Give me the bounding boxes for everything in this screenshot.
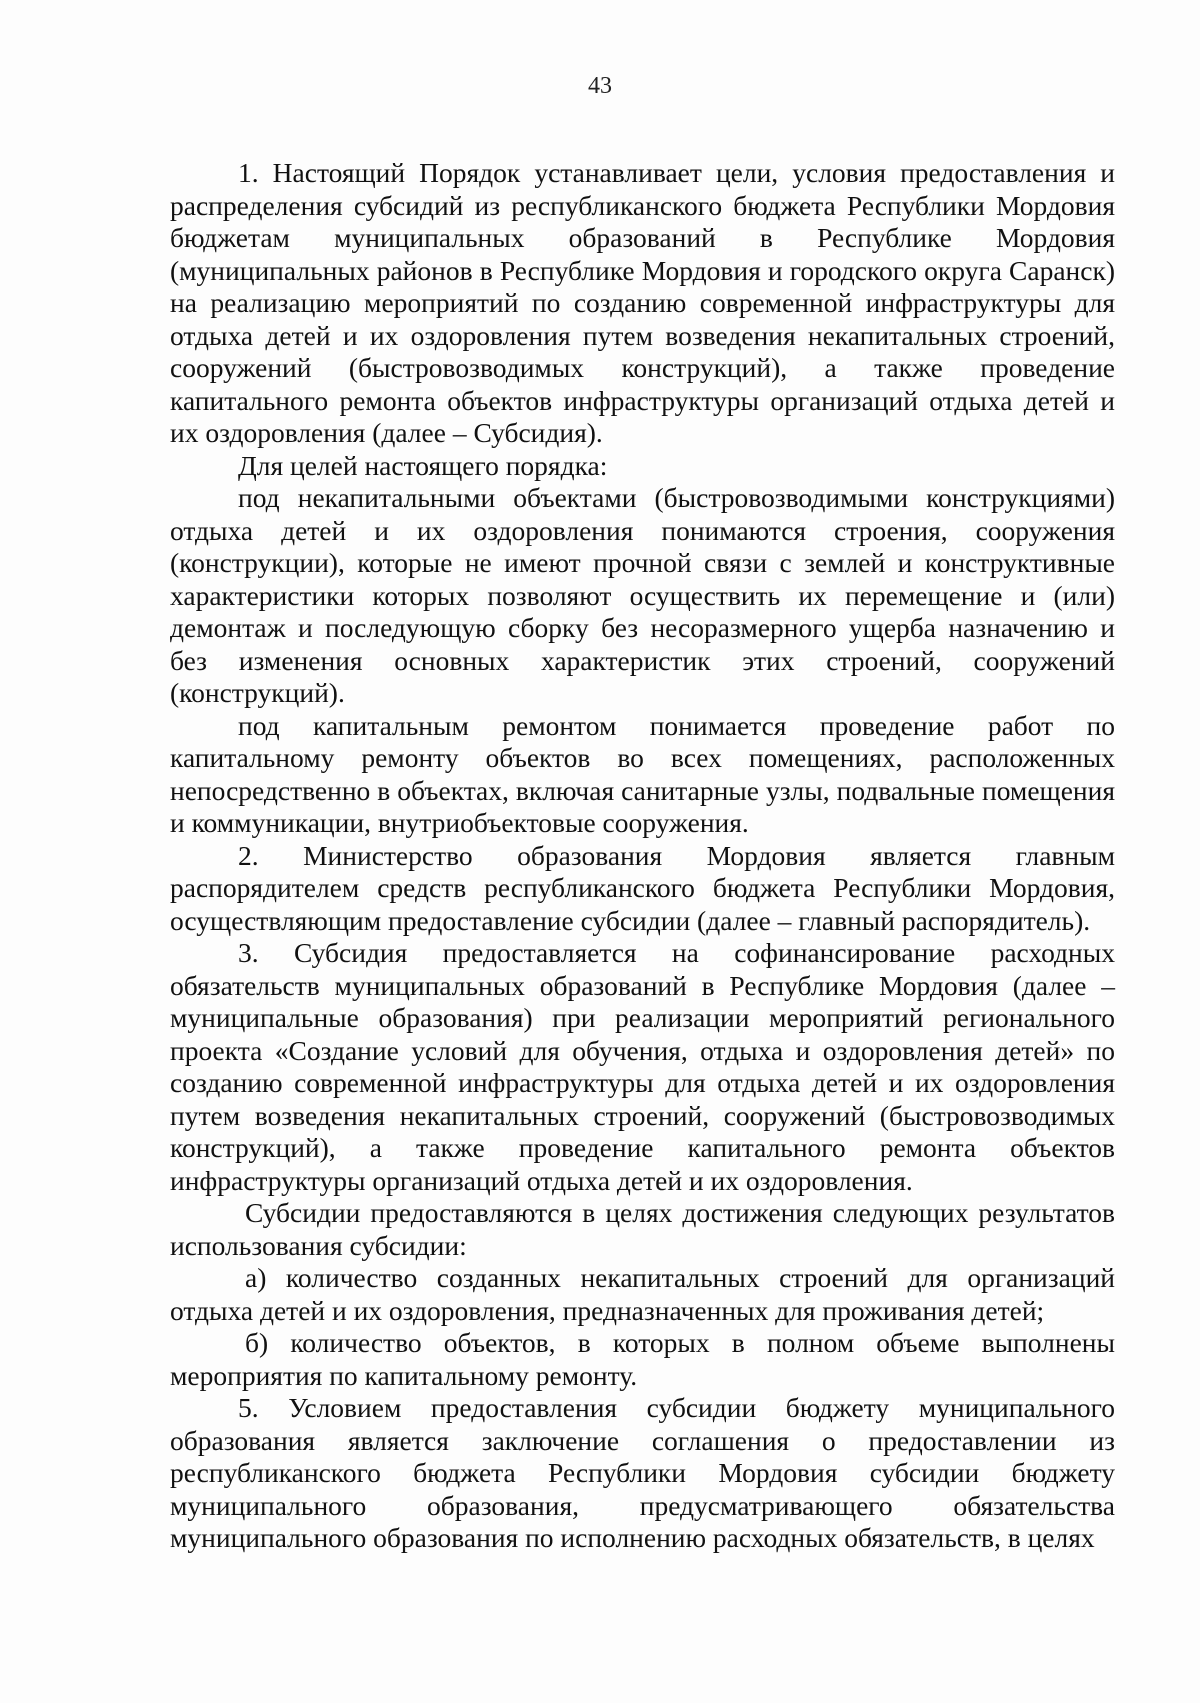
paragraph-result-a: а) количество созданных некапитальных строений для организаций отдыха детей и их оздоровления, предназначенных для проживания детей;	[170, 1262, 1115, 1326]
page-number: 43	[588, 73, 612, 99]
paragraph-3-subsidy: 3. Субсидия предоставляется на софинансирование расходных обязательств муниципальных образований в Республике Мордовия (далее – муниципальные образования) при реализации мероприятий регионального проекта «Создание условий для обучения, отдыха и оздоровления детей» по созданию современной инфраструктуры для отдыха детей и их оздоровления путем возведения некапитальных строений, сооружений (быстровозводимых конструкций), а также проведение капитального ремонта объектов инфраструктуры организаций отдыха детей и их оздоровления.	[170, 937, 1115, 1196]
paragraph-5-condition: 5. Условием предоставления субсидии бюджету муниципального образования является заключение соглашения о предоставлении из республиканского бюджета Республики Мордовия субсидии бюджету муниципального образования, предусматривающего обязательства муниципального образования по исполнению расходных обязательств, в целях	[170, 1392, 1115, 1553]
document-body	[170, 157, 1115, 1555]
paragraph-2-ministry: 2. Министерство образования Мордовия является главным распорядителем средств республиканского бюджета Республики Мордовия, осуществляющим предоставление субсидии (далее – главный распорядитель).	[170, 839, 1115, 936]
paragraph-definitions-intro: Для целей настоящего порядка:	[238, 449, 608, 481]
paragraph-results-intro: Субсидии предоставляются в целях достижения следующих результатов использования субсидии:	[170, 1197, 1115, 1261]
paragraph-result-b: б) количество объектов, в которых в полном объеме выполнены мероприятия по капитальному ремонту.	[170, 1327, 1115, 1391]
paragraph-definition-noncapital: под некапитальными объектами (быстровозводимыми конструкциями) отдыха детей и их оздоровления понимаются строения, сооружения (конструкции), которые не имеют прочной связи с землей и конструктивные характеристики которых позволяют осуществить их перемещение и (или) демонтаж и последующую сборку без несоразмерного ущерба назначению и без изменения основных характеристик этих строений, сооружений (конструкций).	[170, 482, 1115, 708]
paragraph-definition-capital-repair: под капитальным ремонтом понимается проведение работ по капитальному ремонту объектов во всех помещениях, расположенных непосредственно в объектах, включая санитарные узлы, подвальные помещения и коммуникации, внутриобъектовые сооружения.	[170, 709, 1115, 838]
paragraph-1-purpose: 1. Настоящий Порядок устанавливает цели, условия предоставления и распределения субсидий из республиканского бюджета Республики Мордовия бюджетам муниципальных образований в Республике Мордовия (муниципальных районов в Республике Мордовия и городского округа Саранск) на реализацию мероприятий по созданию современной инфраструктуры для отдыха детей и их оздоровления путем возведения некапитальных строений, сооружений (быстровозводимых конструкций), а также проведение капитального ремонта объектов инфраструктуры организаций отдыха детей и их оздоровления (далее – Субсидия).	[170, 157, 1115, 448]
